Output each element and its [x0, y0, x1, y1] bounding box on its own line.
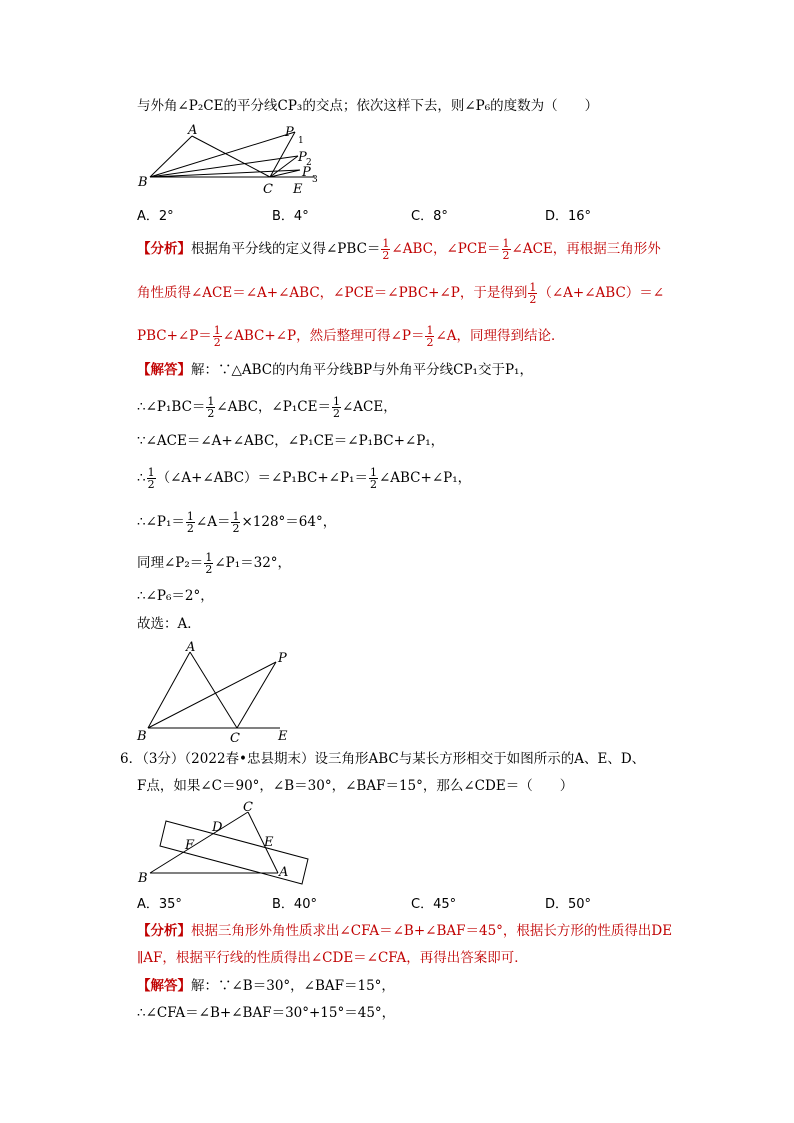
- fraction-half: $\frac{1}{2}$: [232, 510, 240, 535]
- fig2-label-p: P: [278, 651, 287, 666]
- fig1-label-p2: P: [298, 150, 307, 165]
- fig1-label-p3-sub: 3: [312, 175, 318, 185]
- q5-solution-line-8: 故选：A．: [137, 616, 201, 632]
- fig3-label-c: C: [243, 800, 253, 815]
- q5-option-c: C．8°: [411, 209, 448, 224]
- fraction-half: $\frac{1}{2}$: [382, 237, 390, 262]
- fig2-label-e: E: [278, 729, 288, 744]
- fig1-label-e: E: [293, 182, 303, 197]
- fig2-label-c: C: [230, 731, 240, 746]
- q5-solution-line-5: ∴∠P₁＝ $\frac{1}{2}$ ∠A＝ $\frac{1}{2}$ ×128°＝64°，: [137, 510, 337, 535]
- fraction-half: $\frac{1}{2}$: [205, 551, 213, 576]
- figure-triangle-rectangle: [130, 800, 330, 890]
- q5-solution-line-2: ∴∠P₁BC＝ $\frac{1}{2}$ ∠ABC，∠P₁CE＝ $\frac{1}{2}$ ∠ACE，: [137, 395, 397, 420]
- fig3-label-a: A: [279, 865, 289, 880]
- q6-stem-line-2: F点，如果∠C＝90°，∠B＝30°，∠BAF＝15°，那么∠CDE＝（ ）: [137, 778, 574, 794]
- q5-solution-line-4: ∴ $\frac{1}{2}$ （∠A+∠ABC）＝∠P₁BC+∠P₁＝ $\frac{1}{2}$ ∠ABC+∠P₁，: [137, 466, 472, 491]
- q5-option-a: A．2°: [137, 209, 174, 224]
- fraction-half: $\frac{1}{2}$: [529, 281, 537, 306]
- fig3-label-e: E: [264, 835, 274, 850]
- fig3-label-d: D: [212, 820, 223, 835]
- q6-option-d: D．50°: [545, 897, 592, 912]
- fraction-half: $\frac{1}{2}$: [207, 395, 215, 420]
- fig1-label-p1: P: [285, 125, 294, 140]
- q5-option-b: B．4°: [272, 209, 309, 224]
- figure-angle-bisectors-2: [130, 640, 300, 745]
- q6-option-c: C．45°: [411, 897, 457, 912]
- fig3-label-b: B: [138, 871, 148, 886]
- fig3-label-f: F: [185, 838, 195, 853]
- fraction-half: $\frac{1}{2}$: [332, 395, 340, 420]
- analysis-tag: 【分析】: [137, 241, 191, 257]
- fraction-half: $\frac{1}{2}$: [213, 324, 221, 349]
- fig1-label-p1-sub: 1: [298, 136, 304, 146]
- fraction-half: $\frac{1}{2}$: [502, 237, 510, 262]
- fig2-label-b: B: [137, 729, 147, 744]
- q6-solution-line-2: ∴∠CFA＝∠B+∠BAF＝30°+15°＝45°，: [137, 1005, 396, 1021]
- fraction-half: $\frac{1}{2}$: [369, 466, 377, 491]
- q6-stem-line-1: 6．（3分）（2022春•忠县期末）设三角形ABC与某长方形相交于如图所示的A、E、D、: [120, 751, 646, 767]
- fraction-half: $\frac{1}{2}$: [147, 466, 155, 491]
- answer-tag: 【解答】: [137, 362, 191, 378]
- fraction-half: $\frac{1}{2}$: [426, 324, 434, 349]
- fig1-label-p3: P: [302, 165, 311, 180]
- q5-stem-tail: 与外角∠P₂CE的平分线CP₃的交点；依次这样下去，则∠P₆的度数为（ ）: [137, 98, 599, 114]
- q5-analysis-line-1: 【分析】根据角平分线的定义得∠PBC＝ $\frac{1}{2}$ ∠ABC，∠PCE＝ $\frac{1}{2}$ ∠ACE，再根据三角形外: [137, 237, 661, 262]
- q5-solution-line-3: ∵∠ACE＝∠A+∠ABC，∠P₁CE＝∠P₁BC+∠P₁，: [137, 433, 445, 449]
- q6-analysis-line-1: 【分析】根据三角形外角性质求出∠CFA＝∠B+∠BAF＝45°，根据长方形的性质得出DE: [137, 923, 673, 939]
- figure-angle-bisectors-1: [130, 120, 330, 200]
- q6-option-b: B．40°: [272, 897, 317, 912]
- fig1-label-c: C: [263, 182, 273, 197]
- q5-analysis-line-3: PBC+∠P＝ $\frac{1}{2}$ ∠ABC+∠P，然后整理可得∠P＝ $\frac{1}{2}$ ∠A，同理得到结论．: [137, 324, 565, 349]
- q5-solution-line-7: ∴∠P₆＝2°，: [137, 588, 214, 604]
- fig2-label-a: A: [186, 640, 196, 655]
- q6-option-a: A．35°: [137, 897, 182, 912]
- fig1-label-p2-sub: 2: [306, 158, 312, 168]
- fig1-label-b: B: [138, 175, 148, 190]
- q5-analysis-line-2: 角性质得∠ACE＝∠A+∠ABC，∠PCE＝∠PBC+∠P，于是得到 $\frac{1}{2}$ （∠A+∠ABC）＝∠: [137, 281, 665, 306]
- fraction-half: $\frac{1}{2}$: [186, 510, 194, 535]
- q5-option-d: D．16°: [545, 209, 592, 224]
- q5-solution-line-1: 【解答】解：∵△ABC的内角平分线BP与外角平分线CP₁交于P₁，: [137, 362, 533, 378]
- fig1-label-a: A: [188, 123, 198, 138]
- q6-analysis-line-2: ∥AF，根据平行线的性质得出∠CDE＝∠CFA，再得出答案即可．: [137, 950, 528, 966]
- q5-solution-line-6: 同理∠P₂＝ $\frac{1}{2}$ ∠P₁＝32°，: [137, 551, 292, 576]
- q6-solution-line-1: 【解答】解：∵∠B＝30°，∠BAF＝15°，: [137, 978, 395, 994]
